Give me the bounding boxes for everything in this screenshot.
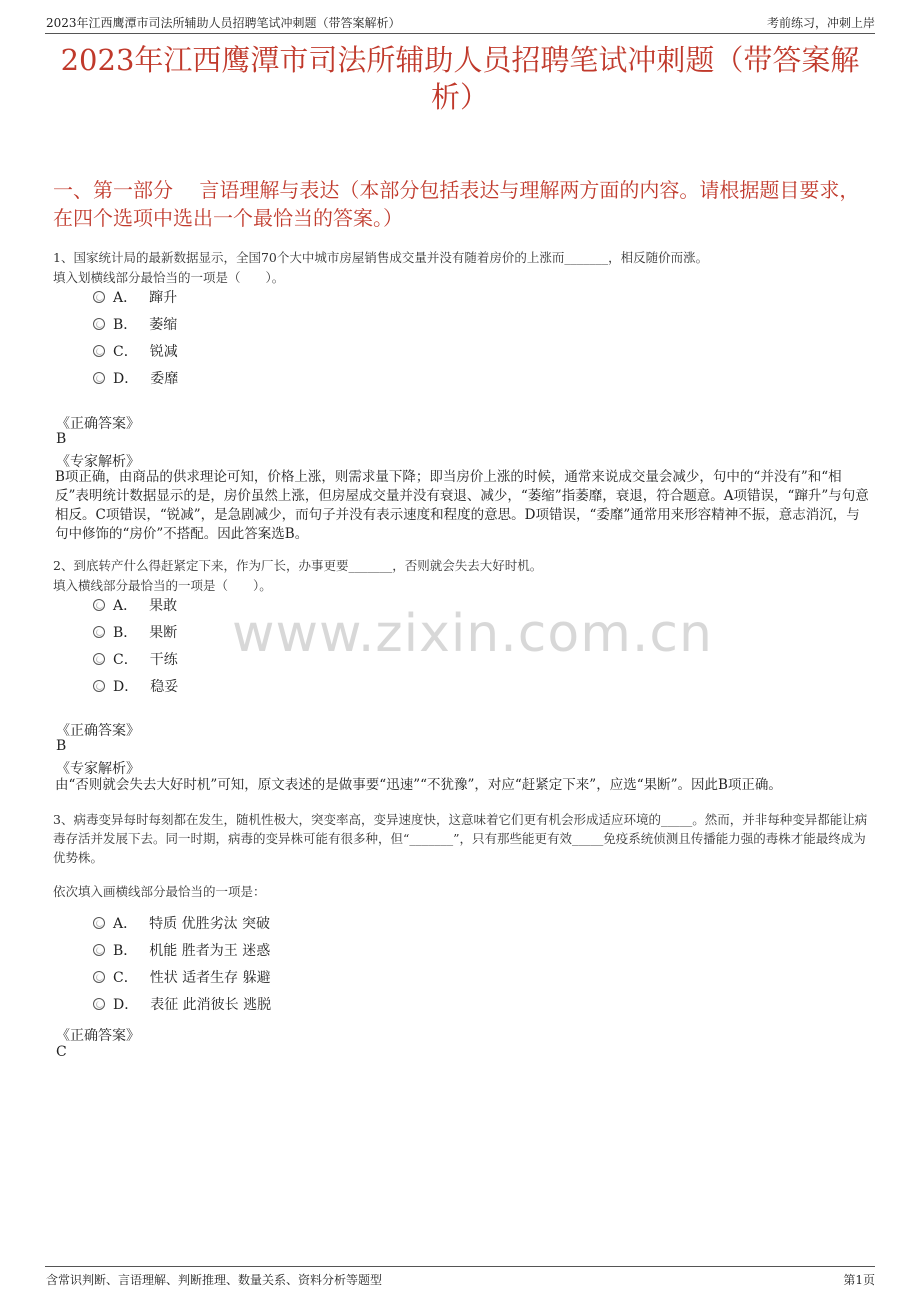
radio-button-icon[interactable] bbox=[93, 318, 105, 330]
radio-button-icon[interactable] bbox=[93, 653, 105, 665]
question-1-answer: B bbox=[56, 431, 67, 447]
question-2-option-c[interactable]: C． 干练 bbox=[93, 650, 178, 670]
radio-button-icon[interactable] bbox=[93, 599, 105, 611]
correct-answer-label: 《正确答案》 bbox=[56, 416, 140, 432]
radio-button-icon[interactable] bbox=[93, 998, 105, 1010]
question-2-option-b[interactable]: B． 果断 bbox=[93, 623, 177, 643]
question-3-prompt: 依次填入画横线部分最恰当的一项是： bbox=[53, 884, 266, 899]
expert-analysis-label: 《专家解析》 bbox=[56, 454, 140, 470]
question-3-option-a[interactable]: A． 特质 优胜劣汰 突破 bbox=[93, 914, 270, 934]
correct-answer-label: 《正确答案》 bbox=[56, 723, 140, 739]
radio-button-icon[interactable] bbox=[93, 372, 105, 384]
question-2-option-d[interactable]: D． 稳妥 bbox=[93, 677, 178, 697]
question-1-analysis: B项正确，由商品的供求理论可知，价格上涨，则需求量下降；即当房价上涨的时候，通常来说成交量会减少，句中的“并没有”和“相反”表明统计数据显示的是，房价虽然上涨，但房屋成交量并没有衰退、减少，“萎缩”指萎靡，衰退，符合题意。A项错误，“蹿升”与句意相反。C项错误，“锐减”，是急剧减少，而句子并没有表示速度和程度的意思。D项错误，“委靡”通常用来形容精神不振，意志消沉，与句中修饰的“房价”不搭配。因此答案选B。 bbox=[55, 469, 869, 542]
radio-button-icon[interactable] bbox=[93, 971, 105, 983]
correct-answer-label: 《正确答案》 bbox=[56, 1028, 140, 1044]
question-2-analysis: 由“否则就会失去大好时机”可知，原文表述的是做事要“迅速”“不犹豫”，对应“赶紧定下来”，应选“果断”。因此B项正确。 bbox=[55, 777, 782, 793]
radio-button-icon[interactable] bbox=[93, 917, 105, 929]
radio-button-icon[interactable] bbox=[93, 626, 105, 638]
question-3-stem: 3、病毒变异每时每刻都在发生，随机性极大，突变率高，变异速度快，这意味着它们更有机会形成适应环境的_____。然而，并非每种变异都能让病毒存活并发展下去。同一时期，病毒的变异株可能有很多种，但“_______”，只有那些能更有效_____免疫系统侦测且传播能力强的毒株才能最终成为优势株。 bbox=[53, 812, 868, 865]
header-divider bbox=[45, 33, 875, 34]
question-3-answer: C bbox=[56, 1044, 67, 1060]
question-3-option-b[interactable]: B． 机能 胜者为王 迷惑 bbox=[93, 941, 270, 961]
question-1-option-a[interactable]: A． 蹿升 bbox=[93, 288, 177, 308]
question-1-option-b[interactable]: B． 萎缩 bbox=[93, 315, 177, 335]
header-slogan: 考前练习，冲刺上岸 bbox=[766, 16, 875, 30]
radio-button-icon[interactable] bbox=[93, 345, 105, 357]
radio-button-icon[interactable] bbox=[93, 291, 105, 303]
question-1-option-c[interactable]: C． 锐减 bbox=[93, 342, 178, 362]
radio-button-icon[interactable] bbox=[93, 944, 105, 956]
question-1-stem: 1、国家统计局的最新数据显示，全国70个大中城市房屋销售成交量并没有随着房价的上涨而_______，相反随价而涨。 bbox=[53, 250, 709, 265]
question-3-option-c[interactable]: C． 性状 适者生存 躲避 bbox=[93, 968, 271, 988]
radio-button-icon[interactable] bbox=[93, 680, 105, 692]
question-2-prompt: 填入横线部分最恰当的一项是（ ）。 bbox=[53, 578, 272, 593]
page-title: 2023年江西鹰潭市司法所辅助人员招聘笔试冲刺题（带答案解析） bbox=[60, 43, 860, 114]
question-3-option-d[interactable]: D． 表征 此消彼长 逃脱 bbox=[93, 995, 271, 1015]
question-2-answer: B bbox=[56, 738, 67, 754]
header-document-title: 2023年江西鹰潭市司法所辅助人员招聘笔试冲刺题（带答案解析） bbox=[46, 16, 401, 30]
section-heading: 一、第一部分 言语理解与表达（本部分包括表达与理解两方面的内容。请根据题目要求，在四个选项中选出一个最恰当的答案。） bbox=[53, 178, 860, 230]
question-1-prompt: 填入划横线部分最恰当的一项是（ ）。 bbox=[53, 270, 285, 285]
footer-description: 含常识判断、言语理解、判断推理、数量关系、资料分析等题型 bbox=[46, 1273, 383, 1287]
question-2-option-a[interactable]: A． 果敢 bbox=[93, 596, 177, 616]
question-1-option-d[interactable]: D． 委靡 bbox=[93, 369, 178, 389]
expert-analysis-label: 《专家解析》 bbox=[56, 761, 140, 777]
watermark: www.zixin.com.cn bbox=[232, 604, 713, 664]
footer-divider bbox=[45, 1266, 875, 1267]
page-number: 第1页 bbox=[843, 1273, 875, 1287]
question-2-stem: 2、到底转产什么得赶紧定下来，作为厂长，办事更要_______，否则就会失去大好时机。 bbox=[53, 558, 543, 573]
